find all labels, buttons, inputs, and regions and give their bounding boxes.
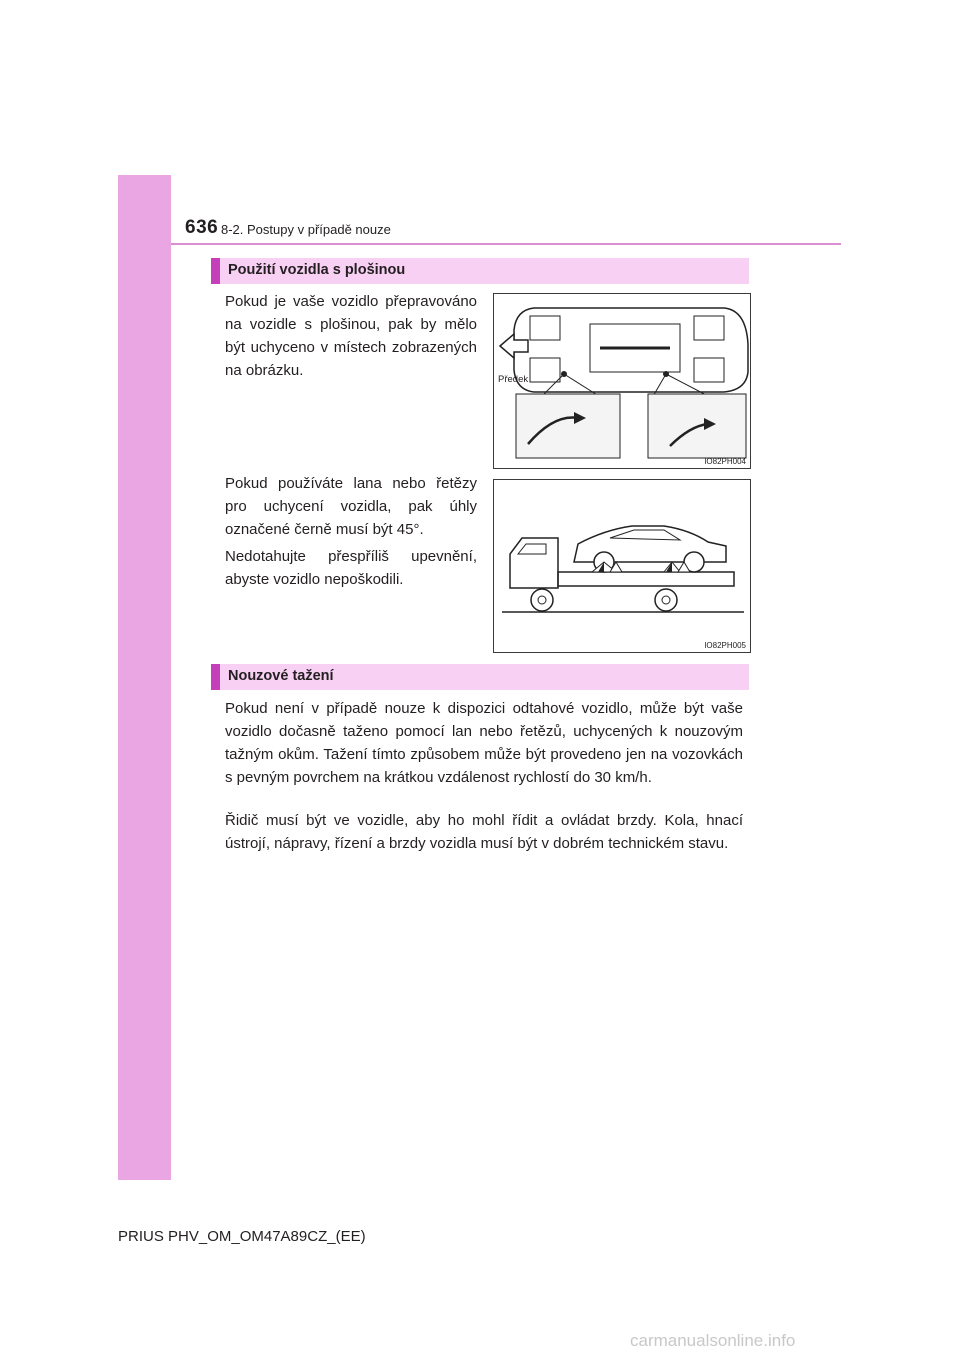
chapter-sidebar-tab (118, 175, 171, 1180)
tie-down-points-figure (493, 293, 751, 469)
section-heading-marker (211, 664, 220, 690)
flatbed-paragraph-3: Nedotahujte přespříliš upevnění, abyste vozidlo nepoškodili. (225, 548, 477, 588)
front-direction-label: Předek (498, 374, 529, 385)
car-underside-illustration (494, 294, 750, 468)
section-heading-emergency-towing (211, 664, 749, 690)
flatbed-paragraph-1: Pokud je vaše vozidlo přepravováno na vozidle s plošinou, pak by mělo být uchyceno v místech zobrazených na obrázku. (225, 293, 477, 379)
header-divider (171, 243, 841, 245)
flatbed-paragraph-2: Pokud používáte lana nebo řetězy pro uchycení vozidla, pak úhly označené černě musí být 45°. (225, 475, 477, 538)
document-code: PRIUS PHV_OM_OM47A89CZ_(EE) (118, 1228, 366, 1245)
figure-code: IO82PH004 (704, 457, 746, 466)
towing-paragraph-2: Řidič musí být ve vozidle, aby ho mohl řídit a ovládat brzdy. Kola, hnací ústrojí, nápravy, řízení a brzdy vozidla musí být v dobrém technickém stavu. (225, 812, 743, 852)
flatbed-truck-illustration (494, 480, 750, 652)
chapter-title: 8-2. Postupy v případě nouze (221, 222, 391, 237)
figure-code: IO82PH005 (704, 641, 746, 650)
page-number: 636 (185, 217, 219, 238)
flatbed-truck-figure (493, 479, 751, 653)
section-heading-marker (211, 258, 220, 284)
section-heading-flatbed (211, 258, 749, 284)
section-heading-text: Nouzové tažení (228, 668, 334, 684)
watermark: carmanualsonline.info (630, 1331, 796, 1350)
towing-paragraph-1: Pokud není v případě nouze k dispozici odtahové vozidlo, může být vaše vozidlo dočasně taženo pomocí lan nebo řetězů, uchycených k nouzovým tažným okům. Tažení tímto způsobem může být provedeno jen na vozovkách s pevným povrchem na krátkou vzdálenost rychlostí do 30 km/h. (225, 700, 743, 786)
section-heading-text: Použití vozidla s plošinou (228, 262, 406, 278)
